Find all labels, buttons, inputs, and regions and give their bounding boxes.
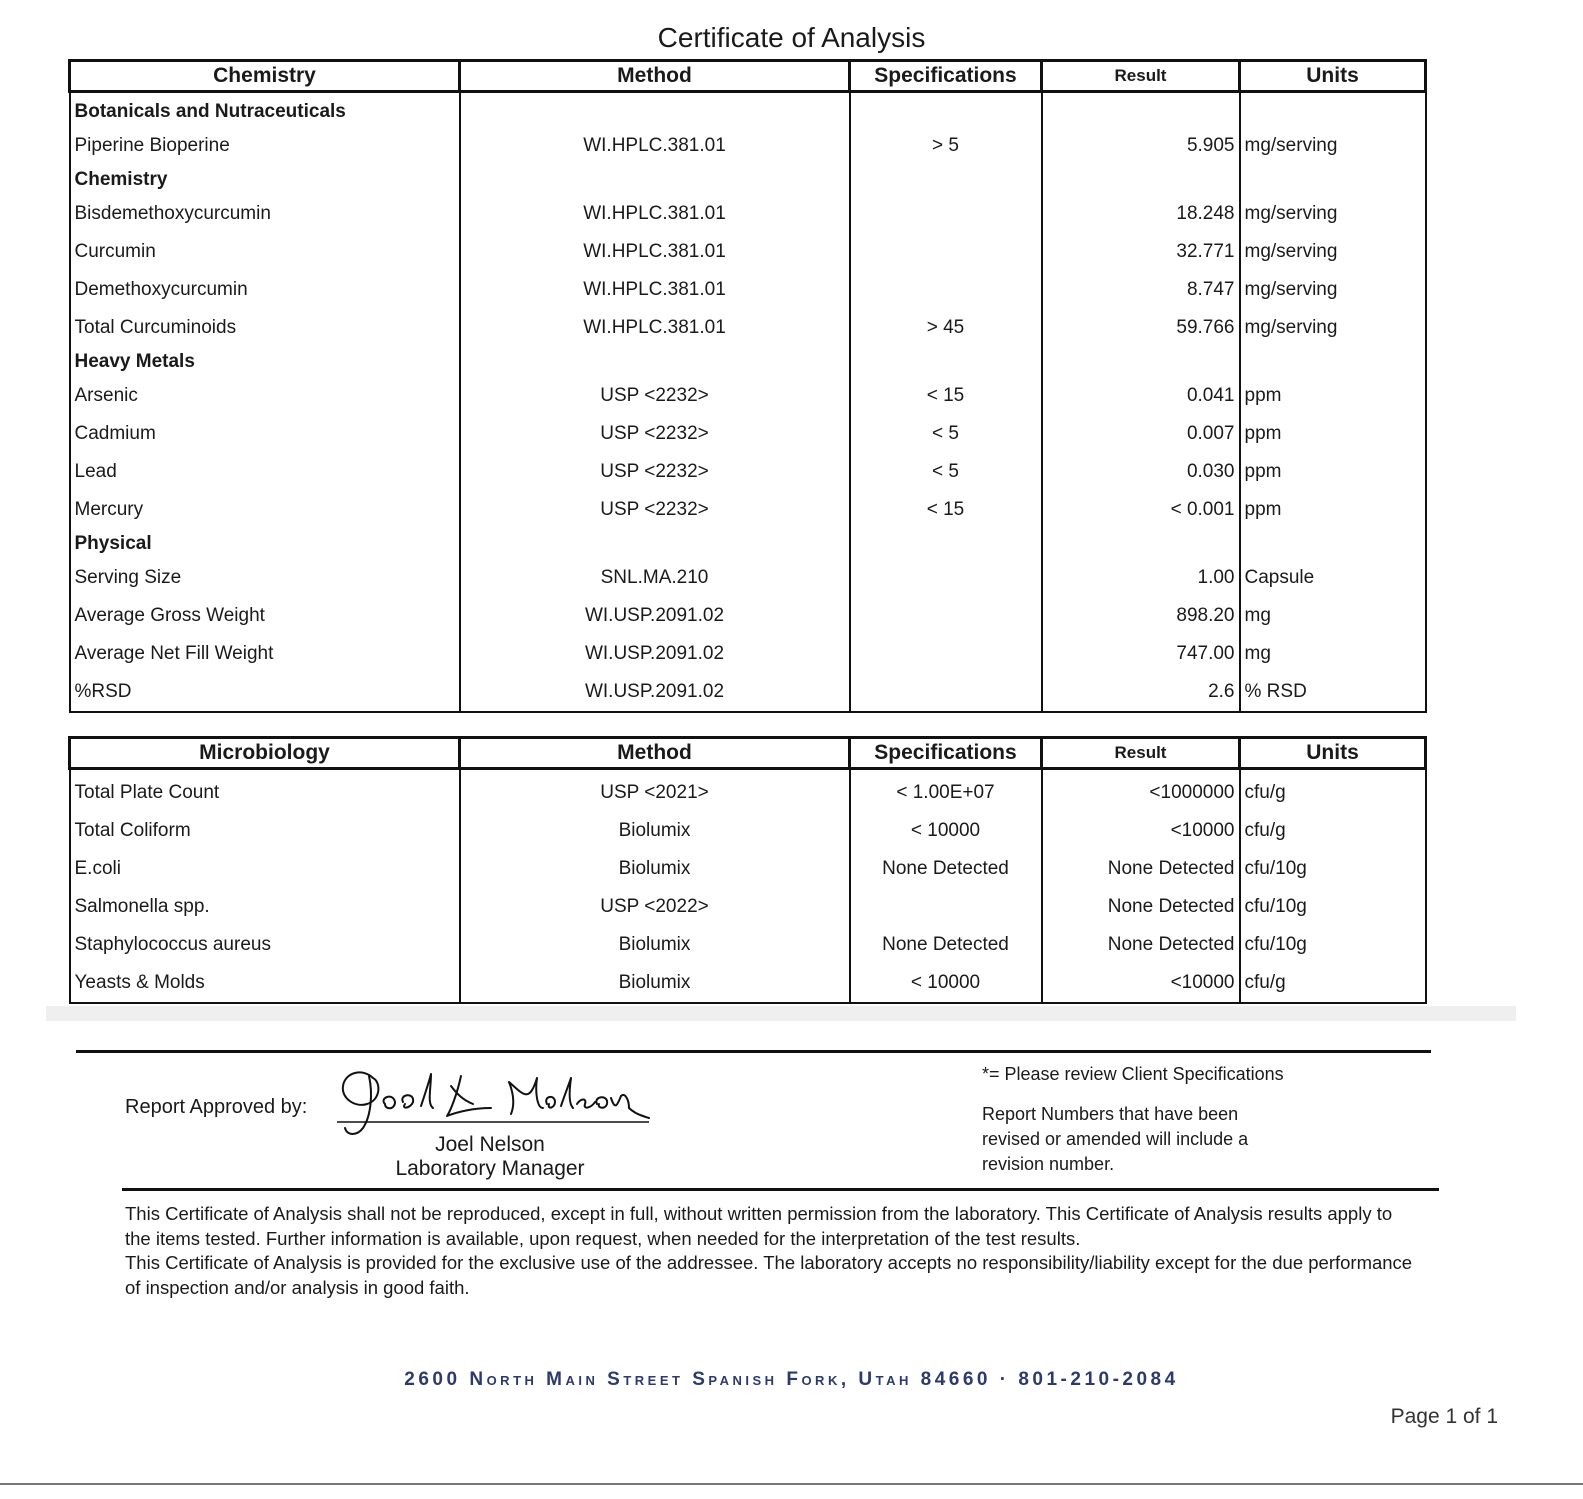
result-cell: 898.20 bbox=[1042, 597, 1240, 635]
result-cell bbox=[1042, 97, 1240, 127]
revision-note: Report Numbers that have been revised or amended will include a revision number. bbox=[982, 1104, 1249, 1174]
units-cell: cfu/g bbox=[1240, 774, 1426, 812]
chemistry-results-table bbox=[68, 59, 1427, 713]
specification-cell bbox=[850, 673, 1042, 712]
analyte-cell: Serving Size bbox=[70, 559, 460, 597]
table-row bbox=[70, 635, 1426, 673]
result-cell bbox=[1042, 347, 1240, 377]
table-row bbox=[70, 812, 1426, 850]
result-cell bbox=[1042, 165, 1240, 195]
analyte-cell: E.coli bbox=[70, 850, 460, 888]
signer-name: Joel Nelson bbox=[435, 1133, 545, 1156]
method-cell bbox=[460, 529, 850, 559]
analyte-cell: Total Curcuminoids bbox=[70, 309, 460, 347]
table-row bbox=[70, 271, 1426, 309]
method-cell bbox=[460, 347, 850, 377]
units-cell: mg bbox=[1240, 597, 1426, 635]
result-cell: None Detected bbox=[1042, 850, 1240, 888]
method-cell bbox=[460, 165, 850, 195]
specification-cell: < 10000 bbox=[850, 812, 1042, 850]
analyte-cell: Yeasts & Molds bbox=[70, 964, 460, 1003]
analyte-cell: Average Net Fill Weight bbox=[70, 635, 460, 673]
units-cell: cfu/g bbox=[1240, 964, 1426, 1003]
result-cell: 747.00 bbox=[1042, 635, 1240, 673]
result-cell: 18.248 bbox=[1042, 195, 1240, 233]
specification-cell bbox=[850, 888, 1042, 926]
analyte-cell: %RSD bbox=[70, 673, 460, 712]
method-cell: Biolumix bbox=[460, 812, 850, 850]
method-cell: Biolumix bbox=[460, 926, 850, 964]
header-microbiology: Microbiology bbox=[70, 738, 460, 769]
method-cell: WI.HPLC.381.01 bbox=[460, 195, 850, 233]
units-cell: cfu/10g bbox=[1240, 888, 1426, 926]
divider bbox=[122, 1188, 1439, 1191]
method-cell: WI.HPLC.381.01 bbox=[460, 127, 850, 165]
table-row bbox=[70, 377, 1426, 415]
specification-cell bbox=[850, 97, 1042, 127]
units-cell: mg/serving bbox=[1240, 309, 1426, 347]
analyte-cell: Arsenic bbox=[70, 377, 460, 415]
table-header-row bbox=[70, 738, 1426, 769]
method-cell: USP <2021> bbox=[460, 774, 850, 812]
units-cell: ppm bbox=[1240, 415, 1426, 453]
specification-cell bbox=[850, 559, 1042, 597]
units-cell bbox=[1240, 97, 1426, 127]
table-header-row bbox=[70, 61, 1426, 92]
units-cell: mg/serving bbox=[1240, 127, 1426, 165]
analyte-cell: Cadmium bbox=[70, 415, 460, 453]
category-row bbox=[70, 529, 1426, 559]
approved-by-label: Report Approved by: bbox=[125, 1096, 308, 1118]
result-cell: <10000 bbox=[1042, 812, 1240, 850]
result-cell bbox=[1042, 529, 1240, 559]
method-cell: USP <2022> bbox=[460, 888, 850, 926]
units-cell bbox=[1240, 165, 1426, 195]
result-cell: 32.771 bbox=[1042, 233, 1240, 271]
header-chemistry: Chemistry bbox=[70, 61, 460, 92]
units-cell bbox=[1240, 529, 1426, 559]
analyte-cell: Chemistry bbox=[70, 165, 460, 195]
method-cell: Biolumix bbox=[460, 850, 850, 888]
header-specifications: Specifications bbox=[850, 61, 1042, 92]
method-cell: WI.HPLC.381.01 bbox=[460, 309, 850, 347]
client-spec-note: *= Please review Client Specifications bbox=[982, 1064, 1284, 1084]
specification-cell bbox=[850, 597, 1042, 635]
table-row bbox=[70, 926, 1426, 964]
analyte-cell: Heavy Metals bbox=[70, 347, 460, 377]
header-method: Method bbox=[460, 738, 850, 769]
result-cell: 2.6 bbox=[1042, 673, 1240, 712]
analyte-cell: Staphylococcus aureus bbox=[70, 926, 460, 964]
page-edge bbox=[0, 1483, 1583, 1485]
method-cell: WI.USP.2091.02 bbox=[460, 597, 850, 635]
method-cell: WI.USP.2091.02 bbox=[460, 635, 850, 673]
analyte-cell: Bisdemethoxycurcumin bbox=[70, 195, 460, 233]
units-cell: cfu/10g bbox=[1240, 850, 1426, 888]
analyte-cell: Average Gross Weight bbox=[70, 597, 460, 635]
method-cell: USP <2232> bbox=[460, 491, 850, 529]
analyte-cell: Total Plate Count bbox=[70, 774, 460, 812]
result-cell: 0.030 bbox=[1042, 453, 1240, 491]
table-row bbox=[70, 127, 1426, 165]
specification-cell: < 5 bbox=[850, 453, 1042, 491]
specification-cell bbox=[850, 347, 1042, 377]
units-cell: mg bbox=[1240, 635, 1426, 673]
table-row bbox=[70, 850, 1426, 888]
result-cell: 0.041 bbox=[1042, 377, 1240, 415]
units-cell: mg/serving bbox=[1240, 233, 1426, 271]
specification-cell: None Detected bbox=[850, 926, 1042, 964]
category-row bbox=[70, 165, 1426, 195]
analyte-cell: Mercury bbox=[70, 491, 460, 529]
method-cell: Biolumix bbox=[460, 964, 850, 1003]
method-cell: WI.HPLC.381.01 bbox=[460, 271, 850, 309]
specification-cell: < 15 bbox=[850, 491, 1042, 529]
result-cell: None Detected bbox=[1042, 888, 1240, 926]
table-row bbox=[70, 309, 1426, 347]
specification-cell: > 5 bbox=[850, 127, 1042, 165]
header-method: Method bbox=[460, 61, 850, 92]
analyte-cell: Demethoxycurcumin bbox=[70, 271, 460, 309]
units-cell: cfu/10g bbox=[1240, 926, 1426, 964]
specification-cell: < 15 bbox=[850, 377, 1042, 415]
result-cell: 8.747 bbox=[1042, 271, 1240, 309]
specification-cell bbox=[850, 233, 1042, 271]
method-cell: SNL.MA.210 bbox=[460, 559, 850, 597]
analyte-cell: Botanicals and Nutraceuticals bbox=[70, 97, 460, 127]
specification-cell bbox=[850, 195, 1042, 233]
table-row bbox=[70, 964, 1426, 1003]
microbiology-results-table bbox=[68, 736, 1427, 1004]
analyte-cell: Curcumin bbox=[70, 233, 460, 271]
analyte-cell: Salmonella spp. bbox=[70, 888, 460, 926]
disclaimer-paragraph: This Certificate of Analysis is provided for the exclusive use of the addressee. The laboratory accepts no responsibility/liability except for the due performance of inspection and/or analysis in good faith. bbox=[125, 1252, 1413, 1299]
specification-cell bbox=[850, 271, 1042, 309]
disclaimer-paragraph: This Certificate of Analysis shall not be reproduced, except in full, without written permission from the laboratory. This Certificate of Analysis results apply to the items tested. Further information is available, upon request, when needed for the interpretation of the test results. bbox=[125, 1203, 1393, 1249]
table-row bbox=[70, 453, 1426, 491]
divider bbox=[76, 1050, 1431, 1053]
method-cell: WI.HPLC.381.01 bbox=[460, 233, 850, 271]
table-row bbox=[70, 774, 1426, 812]
units-cell: mg/serving bbox=[1240, 195, 1426, 233]
units-cell: % RSD bbox=[1240, 673, 1426, 712]
result-cell: 59.766 bbox=[1042, 309, 1240, 347]
document-title: Certificate of Analysis bbox=[657, 22, 926, 53]
table-row bbox=[70, 597, 1426, 635]
result-cell: <1000000 bbox=[1042, 774, 1240, 812]
header-result: Result bbox=[1042, 61, 1240, 92]
specification-cell: > 45 bbox=[850, 309, 1042, 347]
result-cell: 5.905 bbox=[1042, 127, 1240, 165]
table-row bbox=[70, 415, 1426, 453]
units-cell: mg/serving bbox=[1240, 271, 1426, 309]
table-row bbox=[70, 888, 1426, 926]
method-cell bbox=[460, 97, 850, 127]
units-cell: ppm bbox=[1240, 377, 1426, 415]
method-cell: WI.USP.2091.02 bbox=[460, 673, 850, 712]
specification-cell: < 5 bbox=[850, 415, 1042, 453]
units-cell: ppm bbox=[1240, 491, 1426, 529]
table-row bbox=[70, 491, 1426, 529]
page-band bbox=[46, 1006, 1516, 1021]
analyte-cell: Total Coliform bbox=[70, 812, 460, 850]
specification-cell: < 1.00E+07 bbox=[850, 774, 1042, 812]
specification-cell: None Detected bbox=[850, 850, 1042, 888]
result-cell: 0.007 bbox=[1042, 415, 1240, 453]
signature-image bbox=[333, 1064, 653, 1142]
header-units: Units bbox=[1240, 738, 1426, 769]
lab-address: 2600 North Main Street Spanish Fork, Utah 84660 · 801-210-2084 bbox=[404, 1369, 1179, 1390]
specification-cell bbox=[850, 635, 1042, 673]
units-cell: Capsule bbox=[1240, 559, 1426, 597]
category-row bbox=[70, 347, 1426, 377]
units-cell: ppm bbox=[1240, 453, 1426, 491]
disclaimer bbox=[125, 1202, 1415, 1301]
method-cell: USP <2232> bbox=[460, 415, 850, 453]
header-result: Result bbox=[1042, 738, 1240, 769]
specification-cell bbox=[850, 165, 1042, 195]
analyte-cell: Lead bbox=[70, 453, 460, 491]
header-specifications: Specifications bbox=[850, 738, 1042, 769]
method-cell: USP <2232> bbox=[460, 453, 850, 491]
header-units: Units bbox=[1240, 61, 1426, 92]
page-number: Page 1 of 1 bbox=[1390, 1405, 1498, 1428]
analyte-cell: Physical bbox=[70, 529, 460, 559]
result-cell: <10000 bbox=[1042, 964, 1240, 1003]
table-row bbox=[70, 233, 1426, 271]
units-cell bbox=[1240, 347, 1426, 377]
result-cell: 1.00 bbox=[1042, 559, 1240, 597]
analyte-cell: Piperine Bioperine bbox=[70, 127, 460, 165]
result-cell: < 0.001 bbox=[1042, 491, 1240, 529]
signer-title: Laboratory Manager bbox=[395, 1157, 585, 1180]
specification-cell: < 10000 bbox=[850, 964, 1042, 1003]
specification-cell bbox=[850, 529, 1042, 559]
table-row bbox=[70, 673, 1426, 712]
table-row bbox=[70, 195, 1426, 233]
method-cell: USP <2232> bbox=[460, 377, 850, 415]
result-cell: None Detected bbox=[1042, 926, 1240, 964]
units-cell: cfu/g bbox=[1240, 812, 1426, 850]
table-row bbox=[70, 559, 1426, 597]
category-row bbox=[70, 97, 1426, 127]
